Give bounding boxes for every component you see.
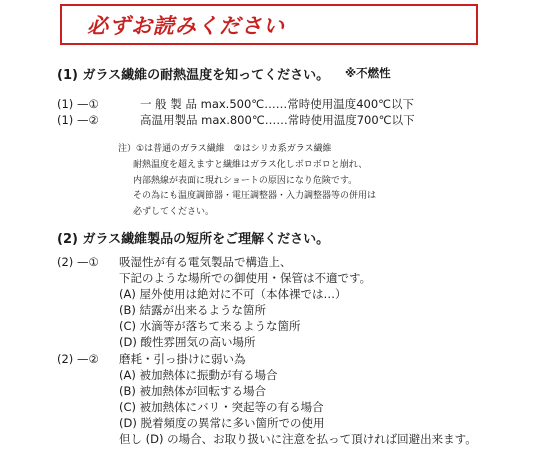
list-item: (D) 酸性雰囲気の高い場所 (119, 335, 256, 349)
spec-row-standard (57, 96, 414, 112)
footer-note: 但し (D) の場合、お取り扱いに注意を払って頂ければ回避出来ます。 (119, 432, 477, 446)
section1-heading: (1) ガラス繊維の耐熱温度を知ってください。 (57, 68, 330, 83)
note-line: 必ずしてください。 (133, 207, 215, 217)
note-line: 耐熱温度を超えますと繊維はガラス化しボロボロと崩れ、 (133, 160, 368, 170)
spec-text: 一 般 製 品 max.500℃……常時使用温度400℃以下 (140, 97, 415, 111)
spec-label: (1) —② (57, 113, 99, 127)
item-label: (2) —① (57, 255, 99, 269)
list-item: (B) 結露が出来るような箇所 (119, 303, 267, 317)
item-2-1 (57, 254, 292, 270)
item-label: (2) —② (57, 352, 99, 366)
warning-banner (60, 4, 478, 45)
item-text: 磨耗・引っ掛けに弱い為 (119, 352, 246, 366)
spec-label: (1) —① (57, 97, 99, 111)
list-item: (C) 水滴等が落ちて来るような箇所 (119, 319, 301, 333)
item-text: 吸湿性が有る電気製品で構造上、 (119, 255, 292, 269)
note-line: 内部熱線が表面に現れショートの原因になり危険です。 (133, 176, 358, 186)
list-item: (B) 被加熱体が回転する場合 (119, 384, 267, 398)
list-item: (D) 脱着頻度の異常に多い箇所での使用 (119, 416, 325, 430)
banner-title: 必ずお読みください (87, 13, 285, 38)
note-line: その為にも温度調節器・電圧調整器・入力調整器等の併用は (133, 191, 377, 201)
list-item: (A) 屋外使用は絶対に不可（本体裸では…） (119, 287, 347, 301)
note-line: 注）①は普通のガラス繊維 ②はシリカ系ガラス繊維 (118, 144, 332, 154)
item-2-2 (57, 351, 246, 367)
section2-heading: (2) ガラス繊維製品の短所をご理解ください。 (57, 232, 330, 247)
spec-text: 高温用製品 max.800℃……常時使用温度700℃以下 (140, 113, 415, 127)
list-item: (A) 被加熱体に振動が有る場合 (119, 368, 278, 382)
nonflammable-mark: ※不燃性 (345, 66, 391, 80)
list-item: (C) 被加熱体にバリ・突起等の有る場合 (119, 400, 324, 414)
spec-row-high-temp (57, 112, 415, 128)
item-text-continued: 下記のような場所での御使用・保管は不適です。 (119, 271, 372, 285)
